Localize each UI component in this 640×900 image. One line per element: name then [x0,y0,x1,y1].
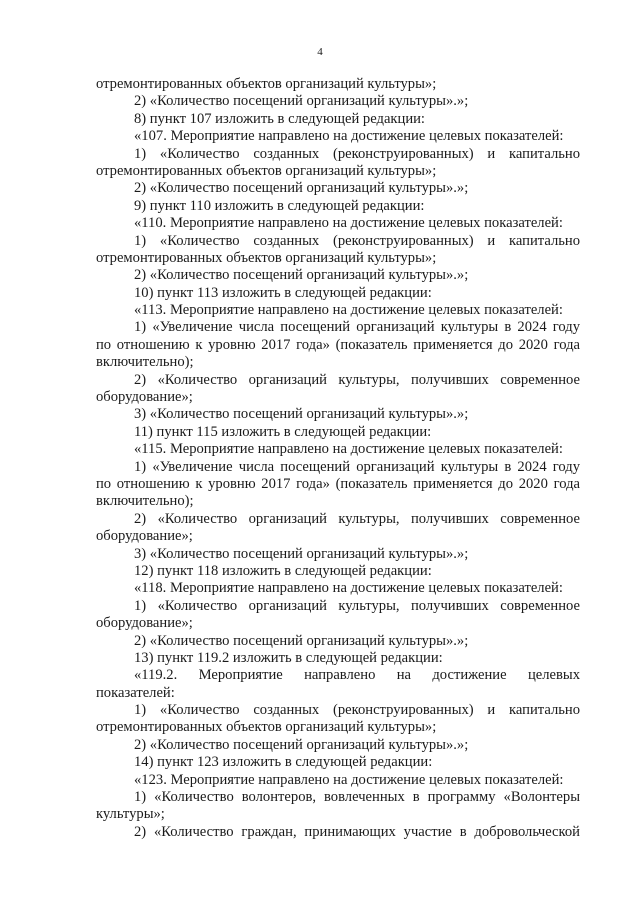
text-line: 2) «Количество организаций культуры, получивших современное [134,371,580,388]
document-body [96,76,580,841]
text-line: по отношению к уровню 2017 года» (показатель применяется до 2020 года [96,336,580,353]
text-line: по отношению к уровню 2017 года» (показатель применяется до 2020 года [96,475,580,492]
text-line: 3) «Количество посещений организаций культуры».»; [134,406,469,423]
text-line: 8) пункт 107 изложить в следующей редакции: [134,110,425,127]
text-line: «115. Мероприятие направлено на достижение целевых показателей: [134,441,563,458]
text-line: оборудование»; [96,615,193,632]
text-line: 9) пункт 110 изложить в следующей редакции: [134,197,425,214]
text-line: 12) пункт 118 изложить в следующей редакции: [134,562,432,579]
text-line: «113. Мероприятие направлено на достижение целевых показателей: [134,302,563,319]
text-line: 2) «Количество посещений организаций культуры».»; [134,736,469,753]
text-line: показателей: [96,684,175,701]
text-line: включительно); [96,493,194,510]
text-line: отремонтированных объектов организаций культуры»; [96,76,437,92]
text-line: 1) «Количество созданных (реконструированных) и капитально [134,232,580,249]
text-line: 2) «Количество граждан, принимающих участие в добровольческой [134,823,580,840]
text-line: 2) «Количество посещений организаций культуры».»; [134,180,469,197]
text-line: «107. Мероприятие направлено на достижение целевых показателей: [134,128,564,145]
text-line: 1) «Количество созданных (реконструированных) и капитально [134,702,580,719]
text-line: 2) «Количество организаций культуры, получивших современное [134,510,580,527]
text-line: 14) пункт 123 изложить в следующей редакции: [134,754,433,771]
text-line: 1) «Количество волонтеров, вовлеченных в программу «Волонтеры [134,789,580,806]
text-line: «118. Мероприятие направлено на достижение целевых показателей: [134,580,563,597]
text-line: отремонтированных объектов организаций культуры»; [96,162,437,179]
text-line: оборудование»; [96,389,193,406]
text-line: 1) «Увеличение числа посещений организаций культуры в 2024 году [134,319,580,336]
text-line: 2) «Количество посещений организаций культуры».»; [134,632,469,649]
text-line: 3) «Количество посещений организаций культуры».»; [134,545,469,562]
text-line: «119.2. Мероприятие направлено на достижение целевых [134,667,580,684]
text-line: «123. Мероприятие направлено на достижение целевых показателей: [134,771,564,788]
text-line: 1) «Количество организаций культуры, получивших современное [134,597,580,614]
text-line: 2) «Количество посещений организаций культуры».»; [134,267,469,284]
text-line: 1) «Количество созданных (реконструированных) и капитально [134,145,580,162]
text-line: «110. Мероприятие направлено на достижение целевых показателей: [134,215,563,232]
text-line: включительно); [96,354,194,371]
text-line: отремонтированных объектов организаций культуры»; [96,249,437,266]
text-line: отремонтированных объектов организаций культуры»; [96,719,437,736]
text-line: 1) «Увеличение числа посещений организаций культуры в 2024 году [134,458,580,475]
text-line: 10) пункт 113 изложить в следующей редакции: [134,284,432,301]
page-number: 4 [317,46,323,58]
text-line: культуры»; [96,806,165,823]
text-line: 13) пункт 119.2 изложить в следующей редакции: [134,649,443,666]
text-line: 2) «Количество посещений организаций культуры».»; [134,93,469,110]
text-line: 11) пункт 115 изложить в следующей редакции: [134,423,432,440]
text-line: оборудование»; [96,528,193,545]
